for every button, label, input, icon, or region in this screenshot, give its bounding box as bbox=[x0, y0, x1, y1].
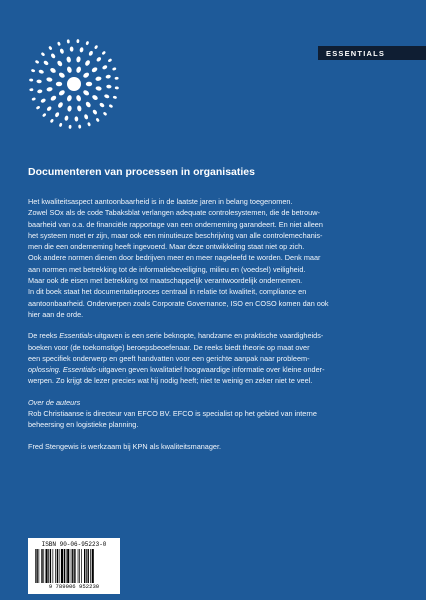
intro-line: hier aan de orde. bbox=[28, 309, 84, 319]
barcode-bar bbox=[59, 549, 60, 583]
logo-dot bbox=[49, 67, 56, 74]
logo-dot bbox=[106, 85, 111, 89]
logo-dot bbox=[50, 95, 57, 102]
logo-dot bbox=[42, 113, 47, 118]
logo-dot bbox=[46, 106, 52, 112]
logo-dot bbox=[31, 97, 36, 101]
barcode-digits: 9 789006 952230 bbox=[48, 584, 100, 590]
barcode-bar bbox=[74, 549, 75, 583]
intro-paragraph bbox=[28, 196, 400, 320]
barcode-bar bbox=[41, 549, 42, 583]
logo-dot bbox=[29, 88, 33, 91]
logo-dot bbox=[40, 98, 46, 104]
barcode-bar bbox=[92, 549, 94, 583]
book-title: Documenteren van processen in organisaties bbox=[28, 166, 255, 178]
barcode-bar bbox=[64, 549, 65, 583]
logo-dot bbox=[99, 102, 105, 108]
logo-dot bbox=[36, 105, 41, 110]
series-description bbox=[28, 330, 400, 386]
logo-dot bbox=[37, 89, 43, 94]
logo-dot bbox=[35, 60, 40, 64]
series-desc-text: -uitgaven geven kwalitatief hoogwaardige informatie over kleine onder- bbox=[96, 365, 325, 375]
barcode-bar bbox=[84, 549, 85, 583]
logo-dot bbox=[91, 66, 98, 73]
logo-dot bbox=[76, 39, 79, 43]
logo-dot bbox=[102, 64, 108, 70]
logo-dot bbox=[57, 41, 61, 46]
barcode-bar bbox=[43, 549, 44, 583]
logo-dot bbox=[85, 41, 89, 46]
logo-dot bbox=[66, 56, 71, 63]
series-desc-emphasis: Essentials bbox=[59, 331, 93, 341]
logo-dot bbox=[38, 69, 44, 74]
logo-dot bbox=[103, 111, 108, 116]
barcode-bar bbox=[81, 549, 82, 583]
logo-dot bbox=[84, 59, 91, 66]
barcode-bar bbox=[72, 549, 73, 583]
back-cover-text bbox=[28, 196, 400, 462]
barcode-bar bbox=[35, 549, 36, 583]
logo-dot bbox=[66, 95, 72, 102]
barcode-bar bbox=[71, 549, 72, 583]
logo-dot bbox=[101, 51, 106, 56]
logo-dot bbox=[70, 46, 74, 51]
barcode-icon bbox=[33, 548, 115, 584]
author-bio-line: Rob Christiaanse is directeur van EFCO BV. EFCO is specialist op het gebied van interne bbox=[28, 409, 317, 419]
logo-dot bbox=[82, 89, 90, 96]
logo-dot bbox=[79, 47, 84, 53]
logo-dot bbox=[86, 82, 92, 86]
barcode-bar bbox=[67, 549, 69, 583]
series-desc-text: De reeks bbox=[28, 331, 60, 341]
logo-dot bbox=[56, 60, 63, 67]
barcode-bar bbox=[90, 549, 91, 583]
intro-line: aan normen met betrekking tot de informatiebeveiliging, milieu en (voedsel) veiligheid. bbox=[28, 264, 306, 274]
logo-dot bbox=[36, 79, 41, 83]
author-bio-line: beheersing en logistieke planning. bbox=[28, 420, 139, 430]
isbn-label: ISBN 90-06-95223-0 bbox=[41, 541, 107, 548]
logo-dot bbox=[67, 77, 81, 91]
logo-dot bbox=[59, 123, 63, 128]
barcode-bar bbox=[78, 549, 79, 583]
series-bar bbox=[318, 46, 426, 60]
logo-dot bbox=[59, 48, 64, 54]
intro-line: Zowel SOx als de code Tabaksblat verlangen adequate controlesystemen, die de betrouw- bbox=[28, 208, 320, 218]
logo-dot bbox=[58, 89, 66, 96]
logo-dot bbox=[31, 69, 36, 73]
series-desc-text: -uitgaven is een serie beknopte, handzame en praktische vaardigheids- bbox=[92, 331, 324, 341]
intro-line: baarheid van o.a. de financiële rapportage van een onderneming garandeert. En niet alleen bbox=[28, 219, 323, 229]
logo-dot bbox=[105, 74, 111, 79]
author-bio-1 bbox=[28, 408, 400, 431]
barcode-bar bbox=[48, 549, 49, 583]
author-bio-line: Fred Stengewis is werkzaam bij KPN als kwaliteitsmanager. bbox=[28, 441, 222, 451]
series-desc-text: een specifiek onderwerp en geeft handvatten voor een gerichte aanpak naar probleem- bbox=[28, 353, 310, 363]
barcode-bar bbox=[55, 549, 56, 583]
logo-dot bbox=[95, 117, 100, 122]
logo-dot bbox=[50, 53, 56, 59]
logo-dot bbox=[85, 101, 92, 108]
logo-dot bbox=[43, 60, 49, 66]
barcode-bar bbox=[46, 549, 48, 583]
logo-dot bbox=[64, 115, 69, 121]
intro-line: In dit boek staat het documentatieproces centraal in relatie tot kwaliteit, compliance en bbox=[28, 287, 307, 297]
logo-dot bbox=[69, 125, 72, 129]
intro-line: aantoonbaarheid. Onderwerpen zoals Corporate Governance, ISO en COSO komen dan ook bbox=[28, 298, 329, 308]
logo-dot bbox=[67, 105, 72, 112]
logo-dot bbox=[78, 124, 81, 128]
barcode-box bbox=[28, 538, 120, 594]
intro-line: Het kwaliteitsaspect aantoonbaarheid is in de laatste jaren in belang toegenomen. bbox=[28, 197, 293, 206]
barcode-bar bbox=[79, 549, 80, 583]
logo-dot bbox=[77, 105, 82, 112]
authors-heading: Over de auteurs bbox=[28, 397, 81, 407]
logo-dot bbox=[113, 95, 118, 99]
logo-dot bbox=[104, 94, 110, 99]
logo-dot bbox=[92, 109, 98, 115]
intro-line: het systeem moet er zijn, maar ook een minutieuze beschrijving van alle controlemechanis- bbox=[28, 230, 323, 240]
logo-dot bbox=[88, 50, 94, 56]
series-label: ESSENTIALS bbox=[326, 48, 386, 58]
logo-dot bbox=[50, 118, 54, 123]
intro-line: Maar ook de eisen met betrekking tot maatschappelijk verantwoordelijk ondernemen. bbox=[28, 276, 303, 286]
series-desc-text: boeken voor (de toekomstige) beroepsbeoefenaar. De reeks biedt theorie op maat over bbox=[28, 342, 310, 352]
logo-dot bbox=[57, 101, 64, 108]
barcode-bar bbox=[88, 549, 89, 583]
barcode-bar bbox=[57, 549, 58, 583]
barcode-bar bbox=[39, 549, 40, 583]
logo-dot bbox=[114, 77, 118, 80]
logo-dot bbox=[46, 77, 53, 82]
barcode-bar bbox=[50, 549, 51, 583]
logo-dot bbox=[58, 71, 66, 78]
logo-dot bbox=[87, 122, 91, 127]
logo-dot bbox=[94, 45, 98, 50]
barcode-bar bbox=[53, 549, 54, 583]
intro-line: Ook andere normen dienen door bedrijven meer en meer nageleefd te worden. Denk maar bbox=[28, 253, 321, 263]
logo-dot bbox=[76, 56, 81, 63]
author-bio-2 bbox=[28, 441, 400, 452]
logo-dot bbox=[76, 95, 82, 102]
dot-circle-logo bbox=[28, 38, 120, 130]
logo-dot bbox=[54, 112, 60, 118]
intro-line: men die een onderneming heeft ingevoerd. Maar deze ontwikkeling staat niet op zich. bbox=[28, 242, 305, 252]
barcode-bar bbox=[66, 549, 67, 583]
barcode-bar bbox=[61, 549, 63, 583]
logo-dot bbox=[91, 94, 98, 101]
logo-dot bbox=[74, 116, 78, 121]
series-desc-text: werpen. Zo krijgt de lezer precies wat hij nodig heeft; niet te weinig en zeker niet te veel. bbox=[28, 376, 313, 386]
logo-dot bbox=[108, 104, 113, 108]
series-desc-emphasis: oplossing. Essentials bbox=[28, 365, 97, 375]
logo-dot bbox=[95, 76, 102, 81]
barcode-bar bbox=[86, 549, 87, 583]
logo-dot bbox=[96, 56, 102, 62]
logo-dot bbox=[107, 58, 112, 63]
logo-dot bbox=[95, 86, 102, 91]
barcode-bar bbox=[36, 549, 37, 583]
logo-dot bbox=[67, 39, 70, 43]
logo-dot bbox=[84, 114, 89, 120]
logo-dot bbox=[76, 66, 82, 73]
authors-heading-block bbox=[28, 397, 400, 408]
logo-dot bbox=[46, 87, 53, 92]
logo-dot bbox=[115, 86, 119, 89]
logo-dot bbox=[82, 71, 90, 78]
logo-dot bbox=[66, 66, 72, 73]
logo-dot bbox=[41, 52, 46, 57]
logo-dot bbox=[56, 82, 62, 86]
logo-dot bbox=[48, 46, 53, 51]
logo-dot bbox=[112, 67, 117, 71]
logo-dot bbox=[29, 79, 33, 82]
